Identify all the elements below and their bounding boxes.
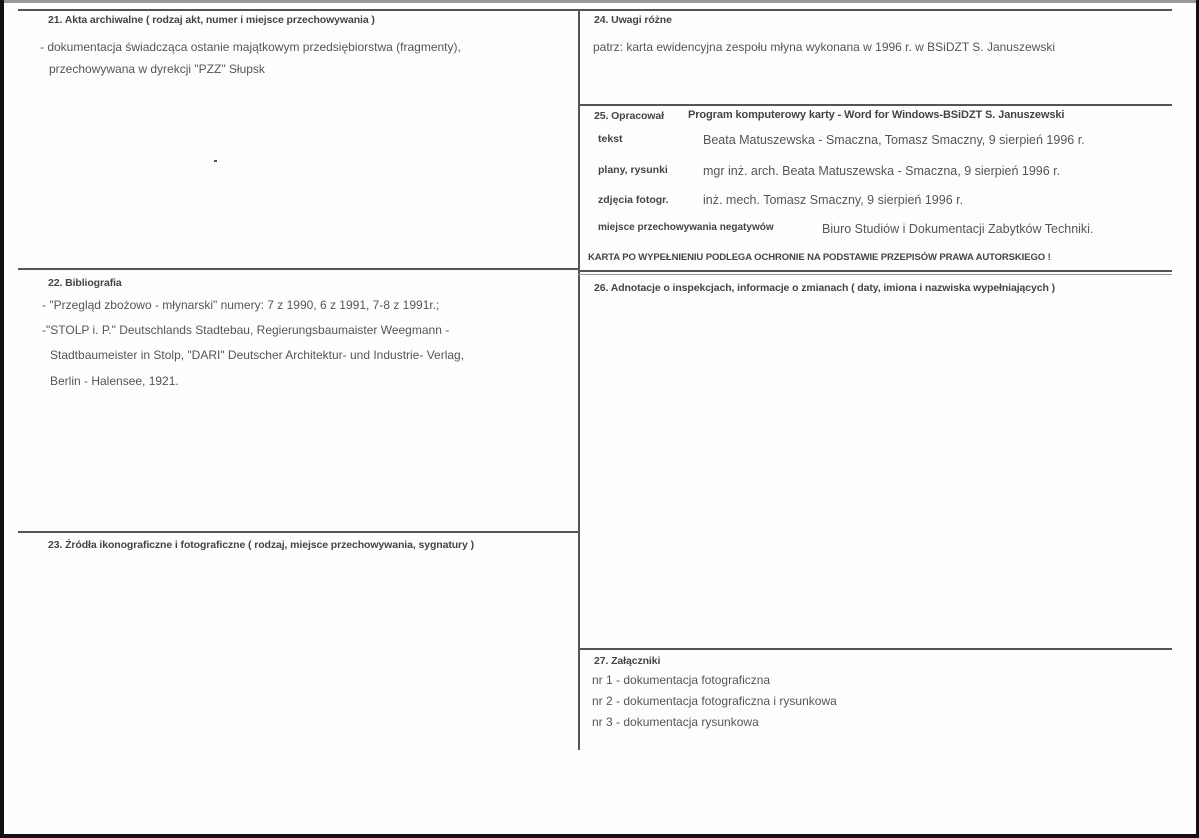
row-value-negatywy: Biuro Studiów i Dokumentacji Zabytków Techniki. bbox=[822, 222, 1094, 236]
section-22-line-4: Berlin - Halensee, 1921. bbox=[50, 374, 179, 388]
divider-25-26 bbox=[578, 270, 1172, 272]
divider-22-23 bbox=[18, 531, 579, 533]
section-21-line-1: - dokumentacja świadcząca ostanie majątkowym przedsiębiorstwa (fragmenty), bbox=[40, 40, 461, 54]
scan-bottom-edge bbox=[0, 834, 1199, 838]
row-label-plany: plany, rysunki bbox=[598, 164, 668, 176]
section-21-line-2: przechowywana w dyrekcji "PZZ" Słupsk bbox=[49, 62, 265, 76]
row-value-tekst: Beata Matuszewska - Smaczna, Tomasz Smaczny, 9 sierpień 1996 r. bbox=[703, 133, 1085, 147]
stray-mark bbox=[214, 160, 217, 162]
section-25-program: Program komputerowy karty - Word for Windows-BSiDZT S. Januszewski bbox=[688, 109, 1065, 121]
section-27-line-1: nr 1 - dokumentacja fotograficzna bbox=[592, 673, 771, 687]
section-27-line-2: nr 2 - dokumentacja fotograficzna i rysunkowa bbox=[592, 694, 837, 708]
scan-left-edge bbox=[0, 0, 4, 838]
top-rule bbox=[18, 9, 1172, 11]
divider-25-26-inner bbox=[578, 274, 1172, 275]
section-22-line-3: Stadtbaumeister in Stolp, "DARI" Deutscher Architektur- und Industrie- Verlag, bbox=[50, 348, 465, 362]
row-value-zdjecia: inż. mech. Tomasz Smaczny, 9 sierpień 1996 r. bbox=[703, 193, 964, 207]
section-21-title: 21. Akta archiwalne ( rodzaj akt, numer i miejsce przechowywania ) bbox=[48, 14, 375, 26]
section-22-title: 22. Bibliografia bbox=[48, 277, 122, 289]
section-24-title: 24. Uwagi różne bbox=[594, 14, 672, 26]
center-divider bbox=[578, 9, 580, 750]
row-value-plany: mgr inż. arch. Beata Matuszewska - Smaczna, 9 sierpień 1996 r. bbox=[703, 164, 1061, 178]
section-23-title: 23. Źródła ikonograficzne i fotograficzne ( rodzaj, miejsce przechowywania, sygnatury ) bbox=[48, 539, 474, 551]
section-26-title: 26. Adnotacje o inspekcjach, informacje o zmianach ( daty, imiona i nazwiska wypełniających ) bbox=[594, 282, 1056, 294]
section-24-line-1: patrz: karta ewidencyjna zespołu młyna wykonana w 1996 r. w BSiDZT S. Januszewski bbox=[593, 40, 1055, 54]
section-27-title: 27. Załączniki bbox=[594, 655, 661, 667]
copyright-notice: KARTA PO WYPEŁNIENIU PODLEGA OCHRONIE NA PODSTAWIE PRZEPISÓW PRAWA AUTORSKIEGO ! bbox=[588, 252, 1051, 263]
divider-21-22 bbox=[18, 268, 579, 270]
section-25-title: 25. Opracował bbox=[594, 110, 664, 122]
scan-top-edge bbox=[0, 0, 1199, 3]
section-22-line-1: - "Przegląd zbożowo - młynarski" numery: 7 z 1990, 6 z 1991, 7-8 z 1991r.; bbox=[42, 298, 440, 312]
divider-24-25 bbox=[578, 104, 1172, 106]
row-label-negatywy: miejsce przechowywania negatywów bbox=[598, 222, 774, 233]
row-label-zdjecia: zdjęcia fotogr. bbox=[598, 194, 669, 206]
section-27-line-3: nr 3 - dokumentacja rysunkowa bbox=[592, 715, 759, 729]
divider-26-27 bbox=[578, 648, 1172, 650]
row-label-tekst: tekst bbox=[598, 133, 623, 145]
section-22-line-2: -"STOLP i. P." Deutschlands Stadtebau, Regierungsbaumaister Weegmann - bbox=[42, 323, 450, 337]
